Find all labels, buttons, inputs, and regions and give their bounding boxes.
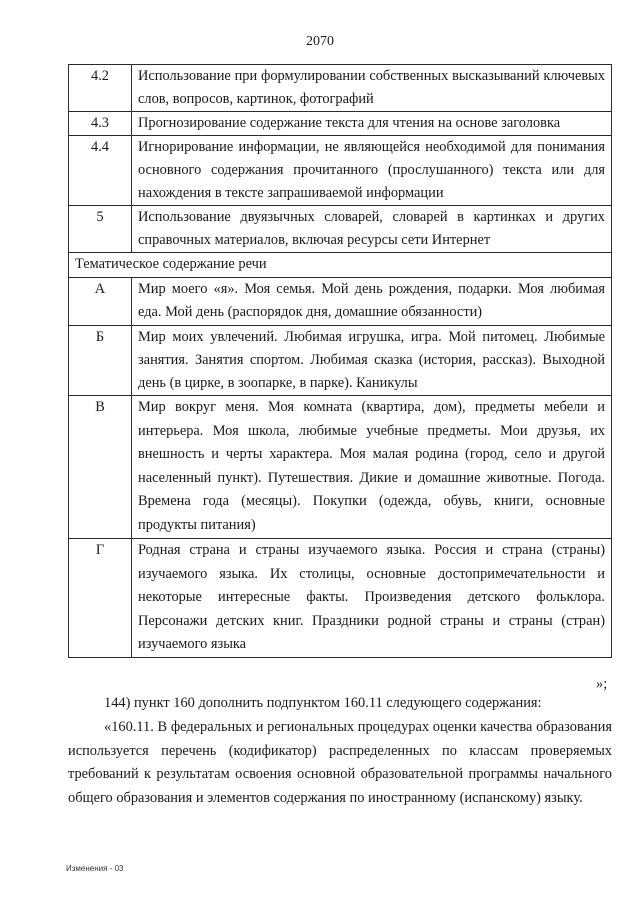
table-row	[69, 539, 612, 658]
row-text: Родная страна и страны изучаемого языка. Россия и страна (страны) изучаемого языка. Их столицы, основные достопримечательности и некоторые интересные факты. Произведения детского фольклора. Персонажи детских книг. Праздники родной страны и страны (стран) изучаемого языка	[132, 539, 612, 658]
row-number: 4.4	[69, 136, 132, 206]
row-number: 4.2	[69, 65, 132, 112]
row-text: Мир вокруг меня. Моя комната (квартира, дом), предметы мебели и интерьера. Моя школа, любимые учебные предметы. Мои друзья, их внешность и черты характера. Моя малая родина (город, село и другой населенный пункт). Путешествия. Дикие и домашние животные. Погода. Времена года (месяцы). Покупки (одежда, обувь, книги, основные продукты питания)	[132, 396, 612, 539]
row-text: Мир моих увлечений. Любимая игрушка, игра. Мой питомец. Любимые занятия. Занятия спортом. Любимая сказка (история, рассказ). Выходной день (в цирке, в зоопарке, в парке). Каникулы	[132, 326, 612, 396]
row-number: В	[69, 396, 132, 539]
row-text: Игнорирование информации, не являющейся необходимой для понимания основного содержания прочитанного (прослушанного) текста или для нахождения в тексте запрашиваемой информации	[132, 136, 612, 206]
table-row	[69, 65, 612, 112]
section-heading: Тематическое содержание речи	[69, 253, 612, 278]
closing-quote-mark: »;	[596, 676, 608, 692]
row-text: Прогнозирование содержание текста для чтения на основе заголовка	[132, 112, 612, 136]
row-text: Мир моего «я». Моя семья. Мой день рождения, подарки. Моя любимая еда. Мой день (распорядок дня, домашние обязанности)	[132, 278, 612, 326]
paragraph-160-11: «160.11. В федеральных и региональных процедурах оценки качества образования используется перечень (кодификатор) распределенных по классам проверяемых требований к результатам освоения основной образовательной программы начального общего образования и элементов содержания по иностранному (испанскому) языку.	[68, 719, 612, 806]
row-text: Использование при формулировании собственных высказываний ключевых слов, вопросов, картинок, фотографий	[132, 65, 612, 112]
table-section-heading-row	[69, 253, 612, 278]
row-text: Использование двуязычных словарей, словарей в картинках и других справочных материалов, включая ресурсы сети Интернет	[132, 206, 612, 253]
row-number: Г	[69, 539, 132, 658]
table-row	[69, 396, 612, 539]
row-number: 5	[69, 206, 132, 253]
page-number: 2070	[306, 34, 334, 49]
table-row	[69, 278, 612, 326]
footer-revision-note: Изменения - 03	[66, 864, 124, 873]
row-number: А	[69, 278, 132, 326]
table-row	[69, 136, 612, 206]
paragraph-144: 144) пункт 160 дополнить подпунктом 160.11 следующего содержания:	[104, 695, 542, 711]
table-row	[69, 326, 612, 396]
row-number: Б	[69, 326, 132, 396]
content-table	[68, 64, 612, 658]
table-row	[69, 112, 612, 136]
table-row	[69, 206, 612, 253]
row-number: 4.3	[69, 112, 132, 136]
